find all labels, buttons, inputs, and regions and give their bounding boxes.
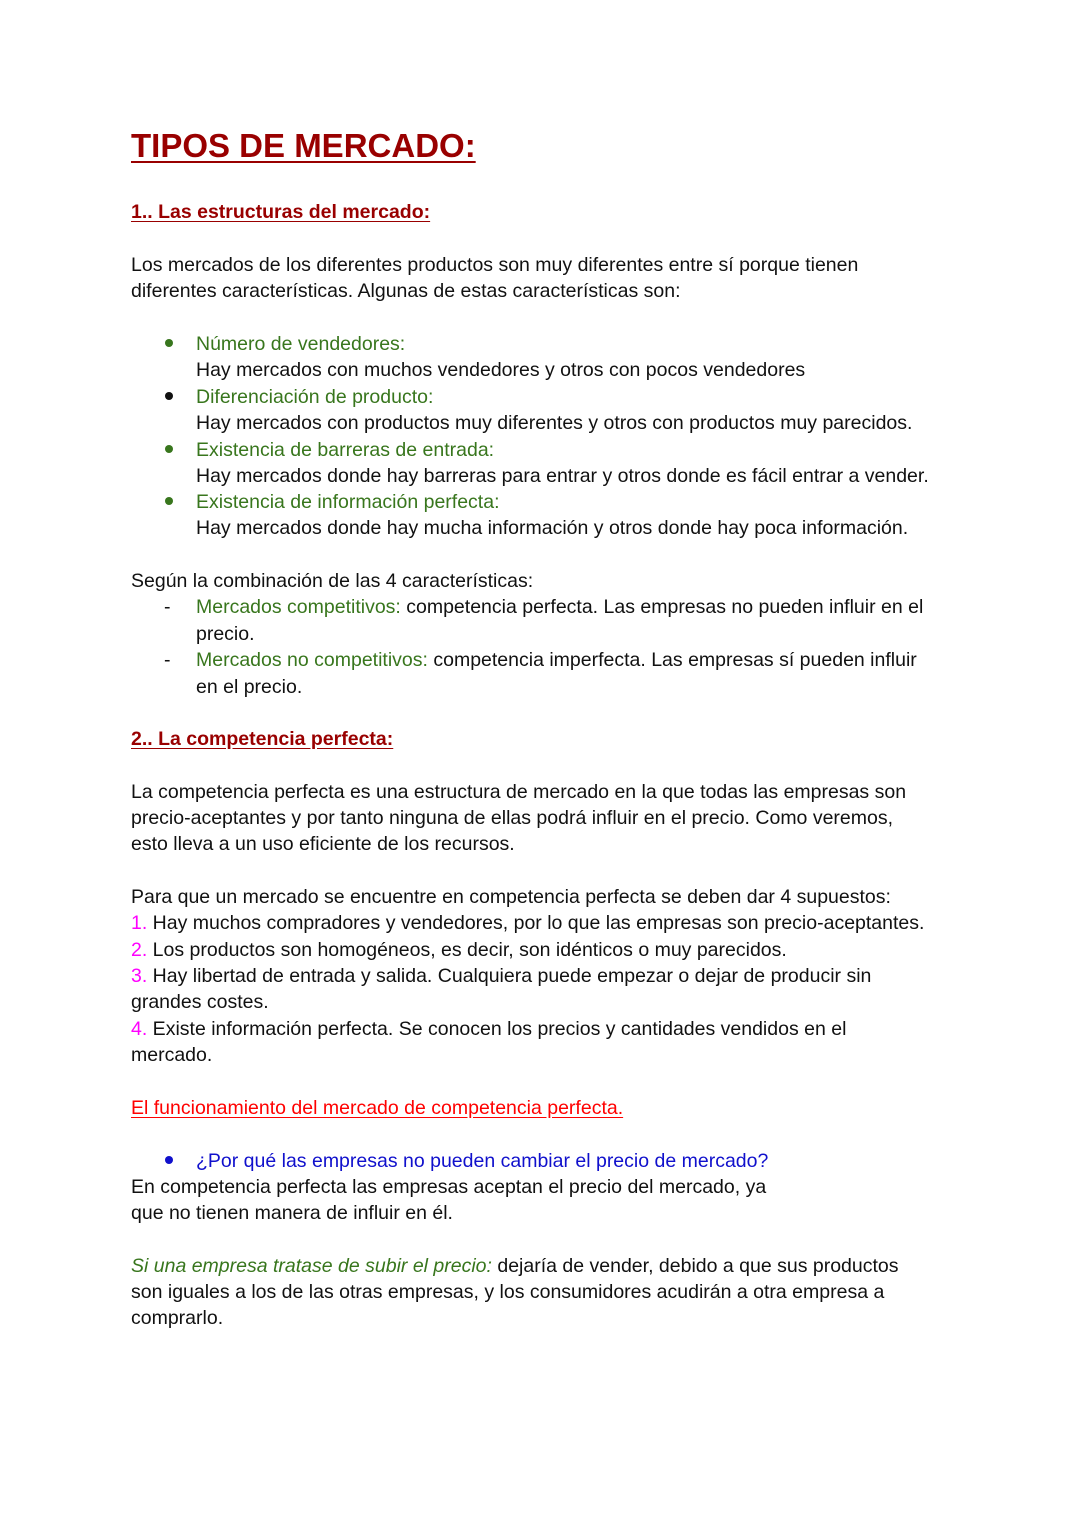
scenario-label: Si una empresa tratase de subir el precio: (131, 1255, 492, 1277)
characteristic-label: Existencia de barreras de entrada: (196, 439, 495, 461)
market-type-desc: competencia perfecta. Las empresas no pueden influir en el (400, 596, 924, 618)
assumption-text: Hay libertad de entrada y salida. Cualquiera puede empezar o dejar de producir sin (147, 965, 872, 987)
scenario-line-3: comprarlo. (131, 1307, 224, 1329)
assumption-item (131, 963, 871, 989)
bullet-icon (165, 497, 173, 505)
intro-line-1: Los mercados de los diferentes productos son muy diferentes entre sí porque tienen (131, 254, 859, 276)
characteristic-label: Diferenciación de producto: (196, 386, 434, 408)
market-type-label: Mercados competitivos: (196, 596, 401, 618)
bullet-icon (165, 445, 173, 453)
assumption-text: Los productos son homogéneos, es decir, son idénticos o muy parecidos. (147, 939, 787, 961)
market-type-desc: competencia imperfecta. Las empresas sí pueden influir (427, 649, 917, 671)
answer-line-1: En competencia perfecta las empresas aceptan el precio del mercado, ya (131, 1176, 767, 1198)
question-text: ¿Por qué las empresas no pueden cambiar el precio de mercado? (196, 1150, 769, 1172)
assumption-item (131, 937, 787, 963)
bullet-icon (165, 1156, 173, 1164)
dash-icon: - (164, 649, 171, 671)
bullet-icon (165, 339, 173, 347)
assumption-item (131, 1016, 846, 1042)
scenario-line (131, 1253, 899, 1279)
assumption-number: 3. (131, 965, 148, 987)
section-1-heading: 1.. Las estructuras del mercado: (131, 201, 431, 223)
assumption-number: 2. (131, 939, 148, 961)
assumption-text: Existe información perfecta. Se conocen los precios y cantidades vendidos en el (147, 1018, 847, 1040)
bullet-icon (165, 392, 173, 400)
characteristic-text: Hay mercados con productos muy diferentes y otros con productos muy parecidos. (196, 412, 913, 434)
intro-line-2: diferentes características. Algunas de estas características son: (131, 280, 681, 302)
functioning-subheading: El funcionamiento del mercado de competencia perfecta. (131, 1097, 624, 1119)
characteristic-text: Hay mercados donde hay barreras para entrar y otros donde es fácil entrar a vender. (196, 465, 929, 487)
market-type-label: Mercados no competitivos: (196, 649, 428, 671)
answer-line-2: que no tienen manera de influir en él. (131, 1202, 453, 1224)
assumption-text: Hay muchos compradores y vendedores, por lo que las empresas son precio-aceptantes. (147, 912, 925, 934)
definition-line-3: esto lleva a un uso eficiente de los recursos. (131, 833, 515, 855)
assumptions-intro: Para que un mercado se encuentre en competencia perfecta se deben dar 4 supuestos: (131, 886, 891, 908)
scenario-line-2: son iguales a los de las otras empresas, y los consumidores acudirán a otra empresa a (131, 1281, 885, 1303)
market-type-line (196, 594, 923, 620)
combination-intro: Según la combinación de las 4 características: (131, 570, 534, 592)
characteristic-text: Hay mercados con muchos vendedores y otros con pocos vendedores (196, 359, 806, 381)
market-type-cont: en el precio. (196, 676, 303, 698)
market-type-cont: precio. (196, 623, 255, 645)
characteristic-label: Existencia de información perfecta: (196, 491, 500, 513)
assumption-number: 1. (131, 912, 148, 934)
assumption-cont: mercado. (131, 1044, 213, 1066)
definition-line-2: precio-aceptantes y por tanto ninguna de ellas podrá influir en el precio. Como veremos, (131, 807, 894, 829)
characteristic-label: Número de vendedores: (196, 333, 406, 355)
section-2-heading: 2.. La competencia perfecta: (131, 728, 394, 750)
page-title: TIPOS DE MERCADO: (131, 127, 476, 164)
assumption-cont: grandes costes. (131, 991, 269, 1013)
market-type-line (196, 647, 917, 673)
dash-icon: - (164, 596, 171, 618)
assumption-item (131, 910, 924, 936)
characteristic-text: Hay mercados donde hay mucha información y otros donde hay poca información. (196, 517, 909, 539)
scenario-text: dejaría de vender, debido a que sus productos (491, 1255, 899, 1277)
definition-line-1: La competencia perfecta es una estructura de mercado en la que todas las empresas son (131, 781, 907, 803)
assumption-number: 4. (131, 1018, 148, 1040)
